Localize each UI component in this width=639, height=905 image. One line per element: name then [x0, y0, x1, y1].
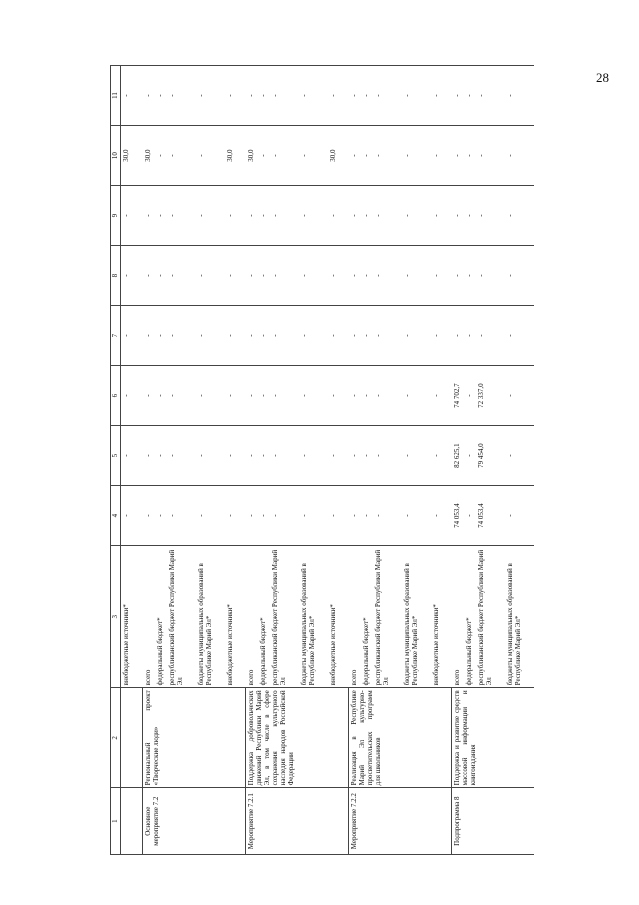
funding-source-cell: федеральный бюджет*: [361, 546, 373, 688]
amount-cell: -: [167, 306, 196, 366]
amount-cell: -: [167, 126, 196, 186]
amount-cell: -: [431, 126, 452, 186]
amount-cell: -: [402, 186, 431, 246]
amount-cell: -: [155, 246, 167, 306]
amount-cell: -: [121, 186, 143, 246]
amount-cell: -: [464, 486, 476, 546]
amount-cell: -: [225, 426, 246, 486]
column-number-11: 11: [111, 66, 121, 126]
column-number-3: 3: [111, 546, 121, 688]
amount-cell: 72 337,0: [476, 366, 505, 426]
column-number-10: 10: [111, 126, 121, 186]
funding-source-cell: бюджеты муниципальных образований в Республике Марий Эл*: [299, 546, 328, 688]
amount-cell: -: [196, 306, 225, 366]
amount-cell: 30,0: [246, 126, 258, 186]
amount-cell: -: [258, 486, 270, 546]
amount-cell: -: [328, 306, 349, 366]
amount-cell: -: [270, 126, 299, 186]
table-row: [246, 66, 258, 855]
amount-cell: -: [361, 66, 373, 126]
amount-cell: -: [143, 66, 155, 126]
amount-cell: -: [258, 426, 270, 486]
amount-cell: -: [464, 426, 476, 486]
amount-cell: -: [121, 246, 143, 306]
amount-cell: -: [196, 186, 225, 246]
amount-cell: -: [476, 126, 505, 186]
amount-cell: 82 625,1: [452, 426, 464, 486]
amount-cell: -: [505, 126, 534, 186]
amount-cell: -: [155, 186, 167, 246]
amount-cell: -: [402, 486, 431, 546]
funding-source-cell: федеральный бюджет*: [258, 546, 270, 688]
amount-cell: -: [155, 366, 167, 426]
amount-cell: -: [225, 186, 246, 246]
amount-cell: -: [121, 486, 143, 546]
program-name-cell: Поддержка добровольческих движений Республики Марий Эл, в том числе в сфере сохранения культурного наследия народов Российской Федерации: [246, 688, 349, 788]
amount-cell: 79 454,0: [476, 426, 505, 486]
amount-cell: -: [155, 486, 167, 546]
amount-cell: -: [258, 366, 270, 426]
funding-source-cell: всего: [143, 546, 155, 688]
amount-cell: -: [431, 426, 452, 486]
amount-cell: -: [505, 186, 534, 246]
amount-cell: -: [476, 306, 505, 366]
amount-cell: -: [505, 246, 534, 306]
amount-cell: -: [270, 366, 299, 426]
table-row: [452, 66, 464, 855]
amount-cell: -: [167, 426, 196, 486]
funding-source-cell: федеральный бюджет*: [464, 546, 476, 688]
amount-cell: -: [196, 366, 225, 426]
amount-cell: -: [121, 426, 143, 486]
amount-cell: -: [143, 186, 155, 246]
amount-cell: -: [431, 186, 452, 246]
amount-cell: -: [299, 366, 328, 426]
table-body: [121, 66, 534, 855]
column-number-2: 2: [111, 688, 121, 788]
amount-cell: -: [361, 486, 373, 546]
amount-cell: -: [402, 246, 431, 306]
funding-source-cell: бюджеты муниципальных образований в Республике Марий Эл*: [505, 546, 534, 688]
amount-cell: -: [121, 306, 143, 366]
amount-cell: -: [328, 426, 349, 486]
amount-cell: -: [270, 486, 299, 546]
amount-cell: -: [225, 306, 246, 366]
amount-cell: -: [225, 66, 246, 126]
amount-cell: -: [328, 486, 349, 546]
amount-cell: -: [431, 66, 452, 126]
amount-cell: -: [349, 486, 361, 546]
amount-cell: 74 702,7: [452, 366, 464, 426]
amount-cell: -: [196, 246, 225, 306]
program-name-cell: Реализация в Республике Марий Эл культурно-просветительских программ для школьников: [349, 688, 452, 788]
column-number-header: [111, 66, 121, 855]
amount-cell: 30,0: [328, 126, 349, 186]
amount-cell: -: [246, 426, 258, 486]
amount-cell: -: [452, 306, 464, 366]
amount-cell: -: [349, 186, 361, 246]
amount-cell: -: [258, 246, 270, 306]
program-code-cell: Основное мероприятие 7.2: [143, 788, 246, 855]
amount-cell: -: [196, 126, 225, 186]
amount-cell: -: [225, 366, 246, 426]
funding-source-cell: внебюджетные источники*: [121, 546, 143, 688]
amount-cell: -: [505, 486, 534, 546]
amount-cell: -: [464, 126, 476, 186]
amount-cell: -: [258, 306, 270, 366]
table-row: [143, 66, 155, 855]
amount-cell: -: [476, 186, 505, 246]
amount-cell: -: [452, 126, 464, 186]
amount-cell: -: [155, 126, 167, 186]
amount-cell: -: [349, 66, 361, 126]
amount-cell: -: [299, 306, 328, 366]
funding-source-cell: бюджеты муниципальных образований в Республике Марий Эл*: [196, 546, 225, 688]
funding-table: [110, 65, 534, 855]
amount-cell: -: [196, 486, 225, 546]
amount-cell: 30,0: [121, 126, 143, 186]
table-row: [121, 66, 143, 855]
amount-cell: -: [328, 66, 349, 126]
funding-source-cell: всего: [246, 546, 258, 688]
amount-cell: -: [299, 246, 328, 306]
amount-cell: -: [328, 186, 349, 246]
amount-cell: -: [270, 186, 299, 246]
funding-source-cell: федеральный бюджет*: [155, 546, 167, 688]
amount-cell: -: [349, 126, 361, 186]
amount-cell: -: [373, 366, 402, 426]
column-number-8: 8: [111, 246, 121, 306]
amount-cell: -: [225, 246, 246, 306]
funding-source-cell: бюджеты муниципальных образований в Республике Марий Эл*: [402, 546, 431, 688]
amount-cell: -: [246, 306, 258, 366]
amount-cell: -: [361, 126, 373, 186]
amount-cell: -: [246, 486, 258, 546]
amount-cell: -: [167, 366, 196, 426]
amount-cell: -: [431, 486, 452, 546]
program-name-cell: [121, 688, 143, 788]
amount-cell: -: [402, 66, 431, 126]
amount-cell: -: [476, 66, 505, 126]
amount-cell: -: [402, 426, 431, 486]
amount-cell: -: [402, 126, 431, 186]
funding-source-cell: внебюджетные источники*: [225, 546, 246, 688]
amount-cell: -: [361, 246, 373, 306]
amount-cell: -: [299, 486, 328, 546]
amount-cell: -: [270, 426, 299, 486]
amount-cell: -: [464, 306, 476, 366]
amount-cell: -: [121, 66, 143, 126]
amount-cell: -: [258, 66, 270, 126]
amount-cell: 74 053,4: [476, 486, 505, 546]
amount-cell: -: [299, 126, 328, 186]
amount-cell: -: [155, 426, 167, 486]
amount-cell: -: [299, 426, 328, 486]
amount-cell: -: [143, 306, 155, 366]
amount-cell: -: [167, 186, 196, 246]
amount-cell: -: [505, 426, 534, 486]
amount-cell: 30,0: [143, 126, 155, 186]
amount-cell: -: [155, 306, 167, 366]
column-number-6: 6: [111, 366, 121, 426]
amount-cell: -: [373, 306, 402, 366]
amount-cell: -: [246, 366, 258, 426]
amount-cell: -: [225, 486, 246, 546]
funding-source-cell: внебюджетные источники*: [328, 546, 349, 688]
column-number-1: 1: [111, 788, 121, 855]
amount-cell: -: [270, 306, 299, 366]
rotated-table-container: [110, 65, 620, 855]
program-code-cell: Мероприятие 7.2.2: [349, 788, 452, 855]
amount-cell: -: [361, 426, 373, 486]
column-number-5: 5: [111, 426, 121, 486]
amount-cell: -: [505, 66, 534, 126]
amount-cell: -: [258, 186, 270, 246]
amount-cell: -: [246, 186, 258, 246]
amount-cell: -: [361, 306, 373, 366]
amount-cell: -: [361, 186, 373, 246]
amount-cell: -: [299, 66, 328, 126]
amount-cell: -: [349, 246, 361, 306]
column-number-7: 7: [111, 306, 121, 366]
amount-cell: -: [464, 186, 476, 246]
amount-cell: -: [246, 246, 258, 306]
amount-cell: -: [373, 126, 402, 186]
amount-cell: -: [402, 366, 431, 426]
amount-cell: -: [452, 246, 464, 306]
funding-source-cell: всего: [452, 546, 464, 688]
amount-cell: -: [431, 306, 452, 366]
column-number-4: 4: [111, 486, 121, 546]
funding-source-cell: республиканский бюджет Республики Марий Эл: [270, 546, 299, 688]
program-code-cell: Подпрограмма 8: [452, 788, 534, 855]
program-code-cell: Мероприятие 7.2.1: [246, 788, 349, 855]
amount-cell: -: [328, 366, 349, 426]
amount-cell: 30,0: [225, 126, 246, 186]
amount-cell: -: [373, 66, 402, 126]
amount-cell: -: [452, 186, 464, 246]
funding-source-cell: республиканский бюджет Республики Марий Эл: [167, 546, 196, 688]
amount-cell: -: [349, 306, 361, 366]
amount-cell: -: [143, 486, 155, 546]
amount-cell: -: [328, 246, 349, 306]
amount-cell: -: [196, 66, 225, 126]
amount-cell: -: [452, 66, 464, 126]
amount-cell: -: [505, 306, 534, 366]
amount-cell: -: [373, 486, 402, 546]
amount-cell: -: [373, 186, 402, 246]
amount-cell: -: [143, 426, 155, 486]
amount-cell: -: [431, 246, 452, 306]
amount-cell: -: [476, 246, 505, 306]
amount-cell: -: [464, 246, 476, 306]
amount-cell: -: [143, 366, 155, 426]
amount-cell: -: [505, 366, 534, 426]
amount-cell: -: [361, 366, 373, 426]
amount-cell: -: [349, 366, 361, 426]
amount-cell: 74 053,4: [452, 486, 464, 546]
program-name-cell: Региональный проект «Творческие люди»: [143, 688, 246, 788]
amount-cell: -: [373, 246, 402, 306]
amount-cell: -: [464, 66, 476, 126]
program-name-cell: Поддержка и развитие средств массовой информации и книгоиздания: [452, 688, 534, 788]
funding-source-cell: внебюджетные источники*: [431, 546, 452, 688]
amount-cell: -: [167, 246, 196, 306]
amount-cell: -: [402, 306, 431, 366]
amount-cell: -: [143, 246, 155, 306]
funding-source-cell: республиканский бюджет Республики Марий Эл: [476, 546, 505, 688]
amount-cell: -: [167, 66, 196, 126]
amount-cell: -: [196, 426, 225, 486]
amount-cell: -: [373, 426, 402, 486]
table-row: [349, 66, 361, 855]
amount-cell: -: [349, 426, 361, 486]
amount-cell: -: [246, 66, 258, 126]
amount-cell: -: [431, 366, 452, 426]
funding-source-cell: республиканский бюджет Республики Марий Эл: [373, 546, 402, 688]
amount-cell: -: [270, 246, 299, 306]
amount-cell: -: [270, 66, 299, 126]
amount-cell: -: [464, 366, 476, 426]
amount-cell: -: [167, 486, 196, 546]
column-number-9: 9: [111, 186, 121, 246]
page-number: 28: [596, 70, 609, 85]
amount-cell: -: [121, 366, 143, 426]
funding-source-cell: всего: [349, 546, 361, 688]
amount-cell: -: [155, 66, 167, 126]
amount-cell: -: [258, 126, 270, 186]
program-code-cell: [121, 788, 143, 855]
amount-cell: -: [299, 186, 328, 246]
